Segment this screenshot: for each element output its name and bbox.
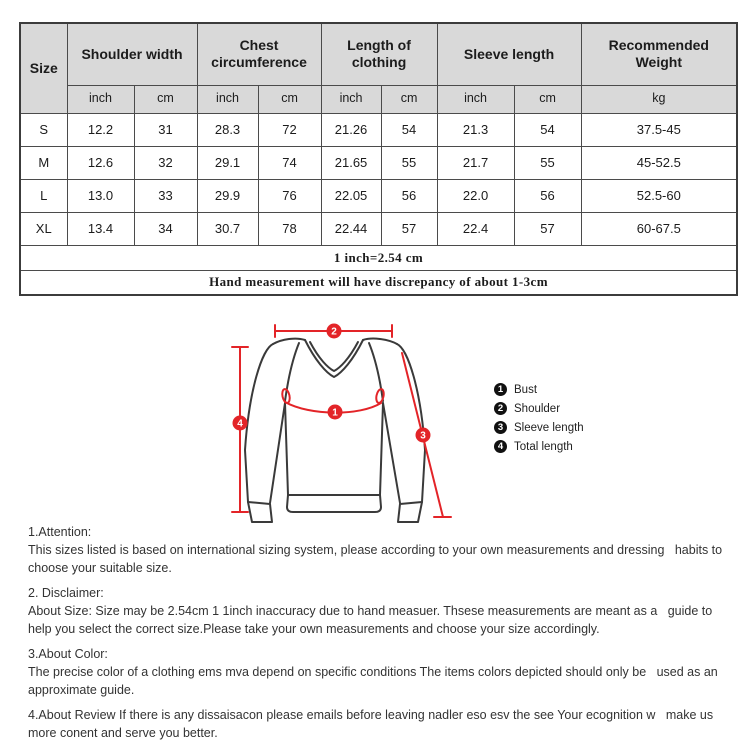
unit-header-kg: kg bbox=[581, 85, 737, 113]
legend-label: Shoulder bbox=[514, 402, 561, 415]
col-header-size: Size bbox=[20, 23, 67, 113]
legend-bullet-icon: 1 bbox=[494, 383, 507, 396]
section-body: About Size: Size may be 2.54cm 1 1inch inaccuracy due to hand measuer. Thsese measurements are meant as a guide to help you select the correct size.Please take your own measurements and choose your size accordingly. bbox=[28, 604, 716, 636]
legend-label: Total length bbox=[514, 440, 573, 453]
sweater-outline-icon bbox=[245, 339, 425, 522]
table-cell: 21.3 bbox=[437, 113, 514, 146]
size-label: L bbox=[20, 179, 67, 212]
unit-header-inch: inch bbox=[67, 85, 134, 113]
col-header-length-of-clothing: Length of clothing bbox=[321, 23, 437, 85]
section-heading: 3.About Color: bbox=[28, 647, 108, 661]
legend-item-total-length bbox=[494, 437, 584, 456]
table-note-row bbox=[20, 245, 737, 270]
legend-bullet-icon: 2 bbox=[494, 402, 507, 415]
section-body: The precise color of a clothing ems mva depend on specific conditions The items colors depicted should only be used as an approximate guide. bbox=[28, 665, 722, 697]
section-disclaimer bbox=[28, 584, 737, 638]
table-row bbox=[20, 146, 737, 179]
col-header-recommended-weight: Recommended Weight bbox=[581, 23, 737, 85]
section-attention bbox=[28, 523, 737, 577]
marker-bust bbox=[328, 405, 343, 420]
marker-shoulder bbox=[327, 324, 342, 339]
marker-sleeve-number: 3 bbox=[420, 430, 426, 442]
marker-sleeve-length bbox=[416, 428, 431, 443]
legend-bullet-icon: 4 bbox=[494, 440, 507, 453]
unit-header-cm: cm bbox=[258, 85, 321, 113]
table-cell: 21.7 bbox=[437, 146, 514, 179]
table-cell: 56 bbox=[381, 179, 437, 212]
table-cell: 28.3 bbox=[197, 113, 258, 146]
legend-bullet-icon: 3 bbox=[494, 421, 507, 434]
table-units-row bbox=[20, 85, 737, 113]
table-cell: 55 bbox=[514, 146, 581, 179]
table-cell: 12.2 bbox=[67, 113, 134, 146]
table-cell: 57 bbox=[381, 212, 437, 245]
marker-bust-number: 1 bbox=[332, 407, 338, 419]
section-body: This sizes listed is based on international sizing system, please according to your own measurements and dressing habits to choose your suitable size. bbox=[28, 543, 726, 575]
table-row bbox=[20, 212, 737, 245]
table-cell: 45-52.5 bbox=[581, 146, 737, 179]
table-row bbox=[20, 113, 737, 146]
col-header-sleeve-length: Sleeve length bbox=[437, 23, 581, 85]
table-cell: 30.7 bbox=[197, 212, 258, 245]
section-heading: 2. Disclaimer: bbox=[28, 586, 104, 600]
unit-header-cm: cm bbox=[134, 85, 197, 113]
table-cell: 21.65 bbox=[321, 146, 381, 179]
inch-conversion-note: 1 inch=2.54 cm bbox=[20, 245, 737, 270]
unit-header-inch: inch bbox=[197, 85, 258, 113]
legend-item-shoulder bbox=[494, 399, 584, 418]
table-cell: 29.9 bbox=[197, 179, 258, 212]
table-cell: 29.1 bbox=[197, 146, 258, 179]
marker-total-length bbox=[233, 416, 248, 431]
marker-shoulder-number: 2 bbox=[331, 326, 337, 338]
table-cell: 56 bbox=[514, 179, 581, 212]
table-cell: 72 bbox=[258, 113, 321, 146]
table-cell: 55 bbox=[381, 146, 437, 179]
table-cell: 34 bbox=[134, 212, 197, 245]
legend-label: Sleeve length bbox=[514, 421, 584, 434]
table-note-row bbox=[20, 270, 737, 295]
table-cell: 22.0 bbox=[437, 179, 514, 212]
table-header-row bbox=[20, 23, 737, 85]
table-cell: 13.4 bbox=[67, 212, 134, 245]
table-cell: 31 bbox=[134, 113, 197, 146]
col-header-chest-circumference: Chest circumference bbox=[197, 23, 321, 85]
table-cell: 54 bbox=[381, 113, 437, 146]
table-cell: 76 bbox=[258, 179, 321, 212]
table-cell: 78 bbox=[258, 212, 321, 245]
unit-header-inch: inch bbox=[321, 85, 381, 113]
table-cell: 37.5-45 bbox=[581, 113, 737, 146]
table-cell: 52.5-60 bbox=[581, 179, 737, 212]
section-about-color bbox=[28, 645, 737, 699]
section-heading: 1.Attention: bbox=[28, 525, 92, 539]
table-cell: 22.44 bbox=[321, 212, 381, 245]
table-cell: 57 bbox=[514, 212, 581, 245]
marker-total-number: 4 bbox=[237, 418, 243, 430]
hand-measurement-note: Hand measurement will have discrepancy of about 1-3cm bbox=[20, 270, 737, 295]
table-row bbox=[20, 179, 737, 212]
unit-header-inch: inch bbox=[437, 85, 514, 113]
table-cell: 13.0 bbox=[67, 179, 134, 212]
table-cell: 21.26 bbox=[321, 113, 381, 146]
table-cell: 60-67.5 bbox=[581, 212, 737, 245]
table-cell: 22.4 bbox=[437, 212, 514, 245]
legend-label: Bust bbox=[514, 383, 538, 396]
table-cell: 12.6 bbox=[67, 146, 134, 179]
sweater-measurement-diagram bbox=[220, 315, 490, 530]
size-label: S bbox=[20, 113, 67, 146]
table-cell: 54 bbox=[514, 113, 581, 146]
table-cell: 74 bbox=[258, 146, 321, 179]
section-body: 4.About Review If there is any dissaisacon please emails before leaving nadler eso esv the see Your ecognition w make us more conent and serve you better. bbox=[28, 708, 717, 740]
unit-header-cm: cm bbox=[514, 85, 581, 113]
table-cell: 22.05 bbox=[321, 179, 381, 212]
size-label: M bbox=[20, 146, 67, 179]
info-sections bbox=[28, 523, 737, 749]
table-cell: 33 bbox=[134, 179, 197, 212]
table-cell: 32 bbox=[134, 146, 197, 179]
section-about-review bbox=[28, 706, 737, 742]
size-chart-table bbox=[19, 22, 738, 296]
diagram-legend bbox=[494, 380, 584, 456]
unit-header-cm: cm bbox=[381, 85, 437, 113]
legend-item-sleeve-length bbox=[494, 418, 584, 437]
legend-item-bust bbox=[494, 380, 584, 399]
col-header-shoulder-width: Shoulder width bbox=[67, 23, 197, 85]
size-label: XL bbox=[20, 212, 67, 245]
